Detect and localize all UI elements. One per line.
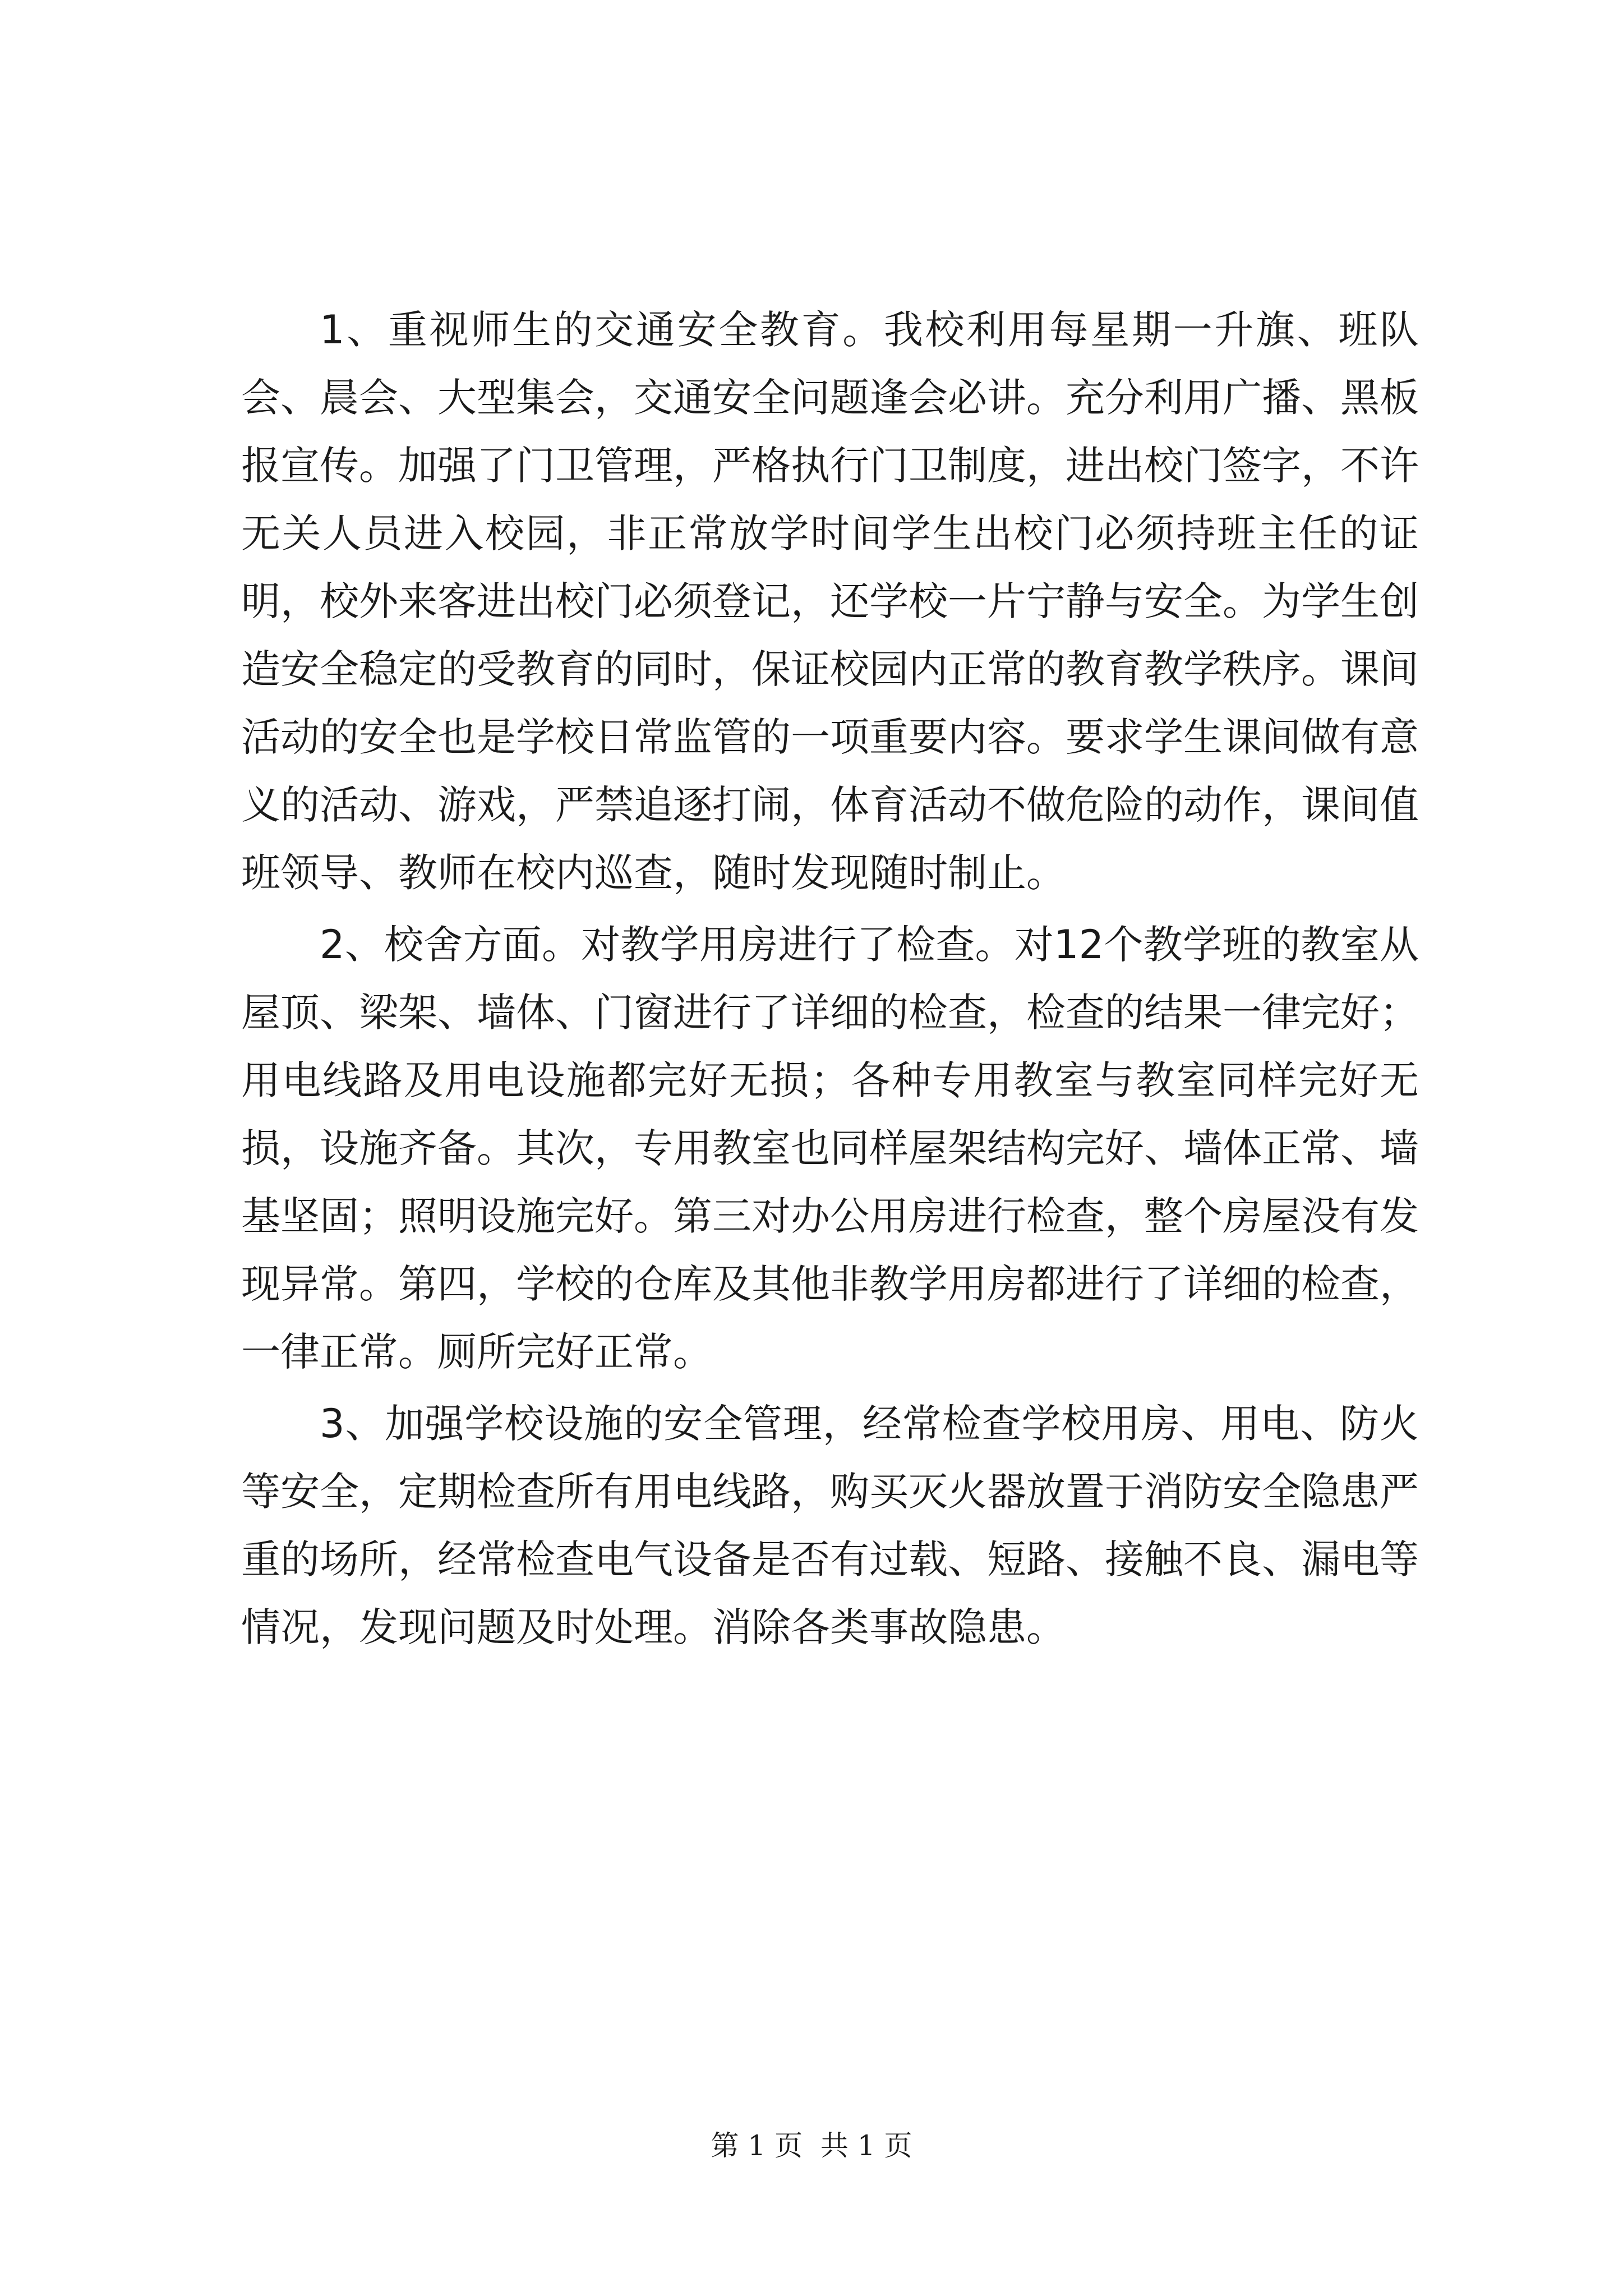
paragraph-1: 1、重视师生的交通安全教育。我校利用每星期一升旗、班队会、晨会、大型集会，交通安全问题逢会必讲。充分利用广播、黑板报宣传。加强了门卫管理，严格执行门卫制度，进出校门签字，不许无关人员进入校园，非正常放学时间学生出校门必须持班主任的证明，校外来客进出校门必须登记，还学校一片宁静与安全。为学生创造安全稳定的受教育的同时，保证校园内正常的教育教学秩序。课间活动的安全也是学校日常监管的一项重要内容。要求学生课间做有意义的活动、游戏，严禁追逐打闹，体育活动不做危险的动作，课间值班领导、教师在校内巡查，随时发现随时制止。 — [241, 307, 1419, 896]
page-footer — [0, 2129, 1623, 2162]
paragraph-3: 3、加强学校设施的安全管理，经常检查学校用房、用电、防火等安全，定期检查所有用电线路，购买灭火器放置于消防安全隐患严重的场所，经常检查电气设备是否有过载、短路、接触不良、漏电等情况，发现问题及时处理。消除各类事故隐患。 — [241, 1401, 1419, 1650]
document-body — [241, 296, 1419, 1662]
page-number-label: 第 1 页 共 1 页 — [711, 2129, 912, 2162]
paragraph-2: 2、校舍方面。对教学用房进行了检查。对12个教学班的教室从屋顶、梁架、墙体、门窗进行了详细的检查，检查的结果一律完好；用电线路及用电设施都完好无损；各种专用教室与教室同样完好无损，设施齐备。其次，专用教室也同样屋架结构完好、墙体正常、墙基坚固；照明设施完好。第三对办公用房进行检查，整个房屋没有发现异常。第四，学校的仓库及其他非教学用房都进行了详细的检查，一律正常。厕所完好正常。 — [241, 922, 1419, 1375]
paragraph-spacer — [241, 1386, 1419, 1390]
paragraph-spacer — [241, 907, 1419, 911]
